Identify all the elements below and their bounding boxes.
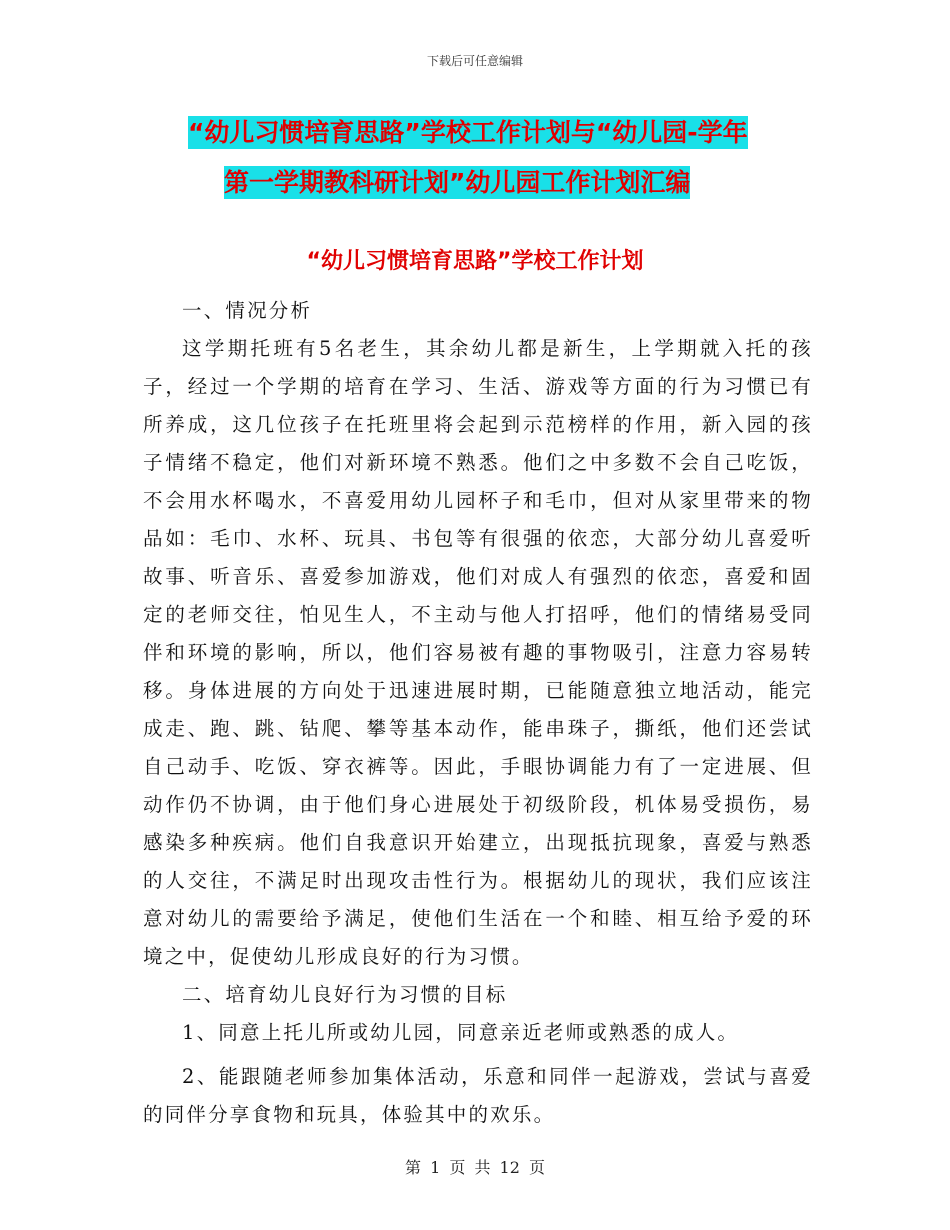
- goal-item-2: 2、能跟随老师参加集体活动，乐意和同伴一起游戏，尝试与喜爱的同伴分享食物和玩具，体验其中的欢乐。: [143, 1065, 813, 1126]
- title-line-1: “幼儿习惯培育思路”学校工作计划与“幼儿园-学年: [188, 118, 748, 147]
- section-title: “幼儿习惯培育思路”学校工作计划: [306, 249, 644, 274]
- goal-item-1: 1、同意上托儿所或幼儿园，同意亲近老师或熟悉的成人。: [182, 1021, 740, 1044]
- title-line-2: 第一学期教科研计划”幼儿园工作计划汇编: [224, 168, 691, 197]
- header-note: 下载后可任意编辑: [426, 54, 523, 68]
- document-title: [188, 108, 808, 208]
- heading-situation-analysis: 一、情况分析: [182, 299, 313, 322]
- paragraph-situation: 这学期托班有5名老生，其余幼儿都是新生，上学期就入托的孩子，经过一个学期的培育在学习、生活、游戏等方面的行为习惯已有所养成，这几位孩子在托班里将会起到示范榜样的作用，新入园的孩子情绪不稳定，他们对新环境不熟悉。他们之中多数不会自己吃饭，不会用水杯喝水，不喜爱用幼儿园杯子和毛巾，但对从家里带来的物品如：毛巾、水杯、玩具、书包等有很强的依恋，大部分幼儿喜爱听故事、听音乐、喜爱参加游戏，他们对成人有强烈的依恋，喜爱和固定的老师交往，怕见生人，不主动与他人打招呼，他们的情绪易受同伴和环境的影响，所以，他们容易被有趣的事物吸引，注意力容易转移。身体进展的方向处于迅速进展时期，已能随意独立地活动，能完成走、跑、跳、钻爬、攀等基本动作，能串珠子，撕纸，他们还尝试自己动手、吃饭、穿衣裤等。因此，手眼协调能力有了一定进展、但动作仍不协调，由于他们身心进展处于初级阶段，机体易受损伤，易感染多种疾病。他们自我意识开始建立，出现抵抗现象，喜爱与熟悉的人交往，不满足时出现攻击性行为。根据幼儿的现状，我们应该注意对幼儿的需要给予满足，使他们生活在一个和睦、相互给予爱的环境之中，促使幼儿形成良好的行为习惯。: [143, 337, 813, 968]
- page-footer: 第 1 页 共 12 页: [405, 1158, 545, 1177]
- body-text: [143, 292, 813, 1134]
- heading-goals: 二、培育幼儿良好行为习惯的目标: [182, 983, 508, 1006]
